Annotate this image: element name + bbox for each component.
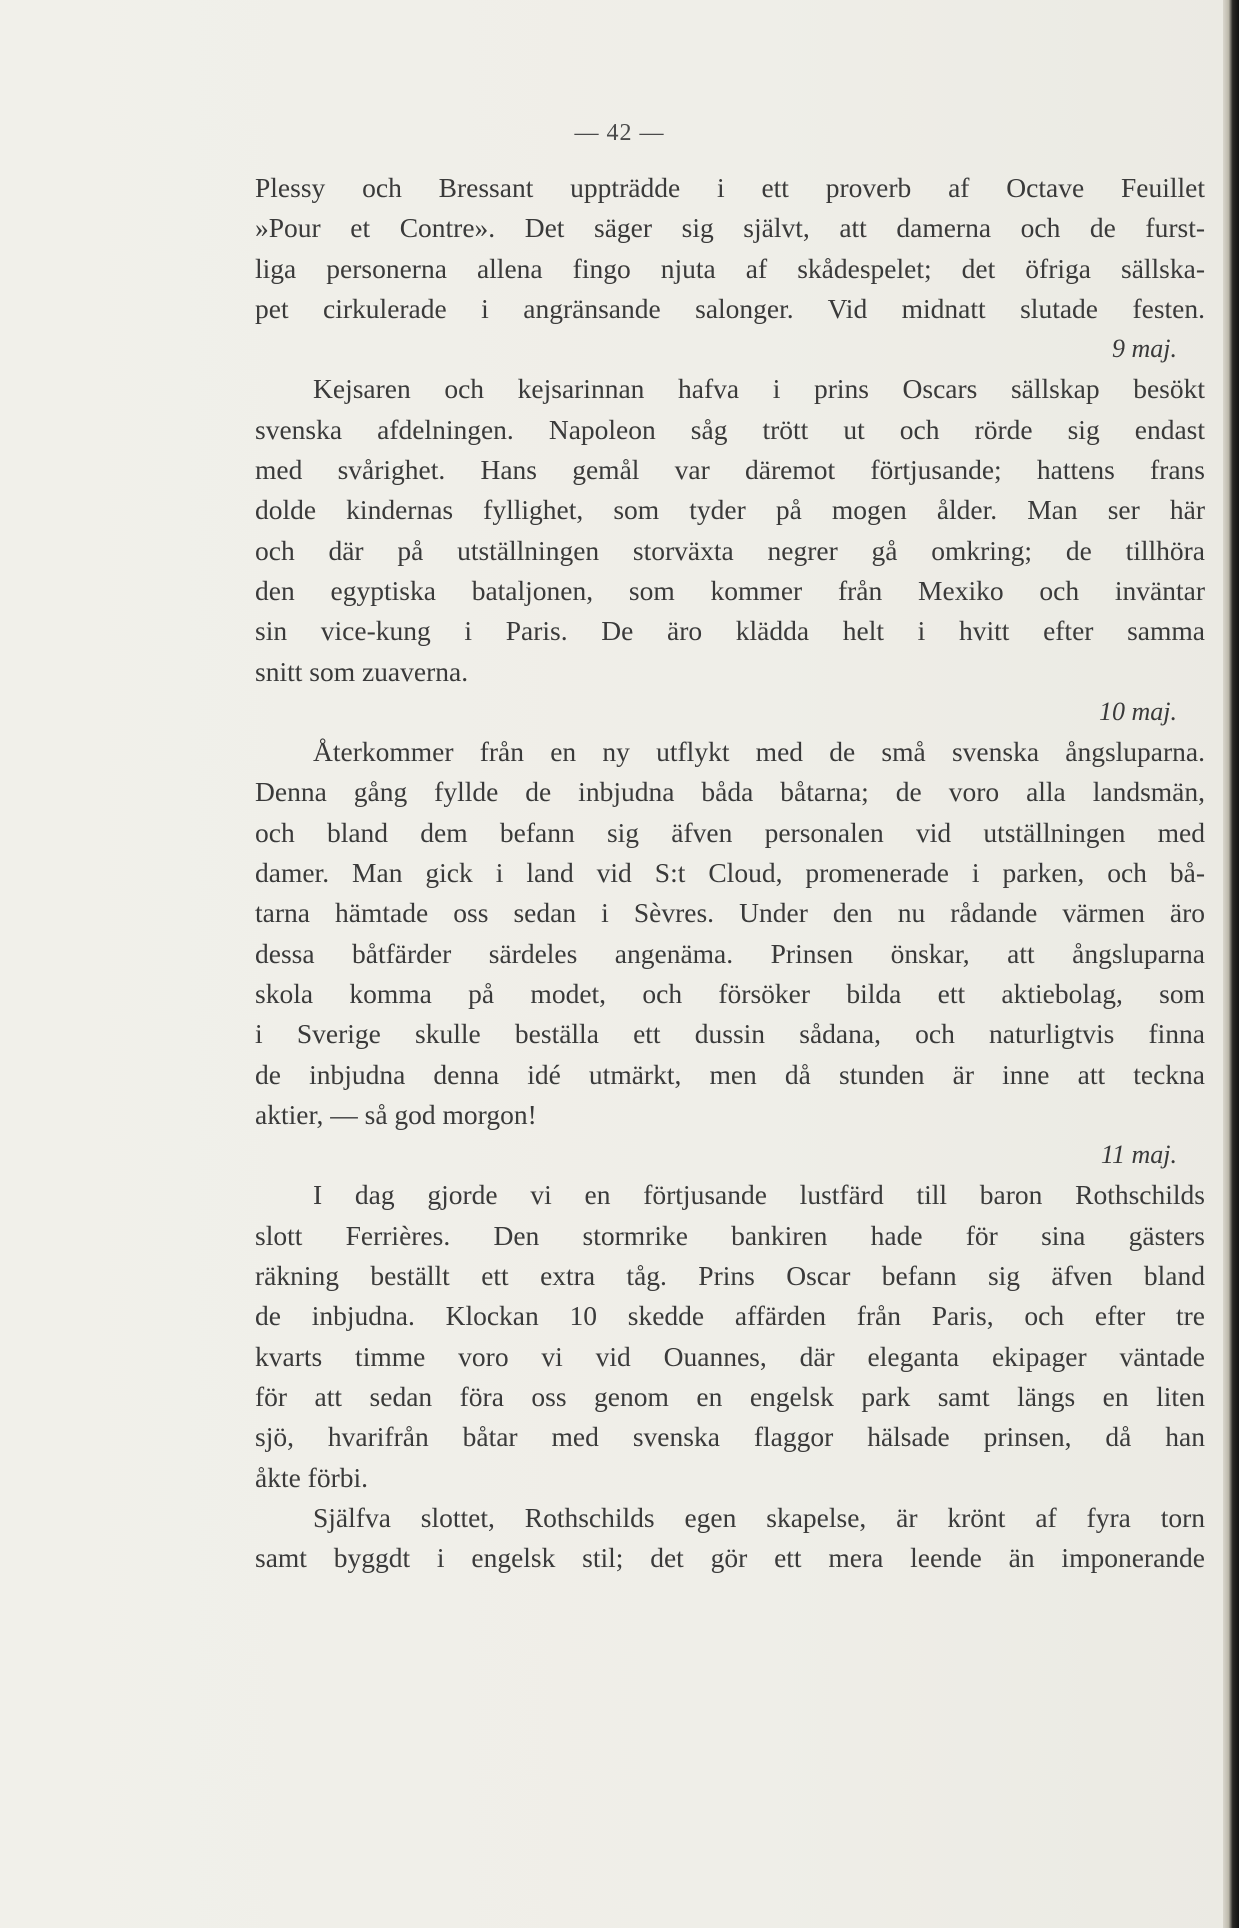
text-line: liga personerna allena fingo njuta af skådespelet; det öfriga sällska-: [255, 252, 1205, 284]
text-line: sjö, hvarifrån båtar med svenska flaggor hälsade prinsen, då han: [255, 1421, 1205, 1453]
diary-date-heading: 9 maj.: [1112, 334, 1177, 364]
text-line: Kejsaren och kejsarinnan hafva i prins Oscars sällskap besökt: [313, 373, 1205, 405]
text-line: åkte förbi.: [255, 1461, 369, 1493]
text-line: samt byggdt i engelsk stil; det gör ett mera leende än imponerande: [255, 1542, 1205, 1574]
text-line: svenska afdelningen. Napoleon såg trött ut och rörde sig endast: [255, 413, 1205, 445]
text-line: snitt som zuaverna.: [255, 655, 469, 687]
text-line: tarna hämtade oss sedan i Sèvres. Under den nu rådande värmen äro: [255, 897, 1205, 929]
text-line: Plessy och Bressant uppträdde i ett proverb af Octave Feuillet: [255, 172, 1205, 203]
text-line: kvarts timme voro vi vid Ouannes, där eleganta ekipager väntade: [255, 1340, 1205, 1372]
text-line: och där på utställningen storväxta negrer gå omkring; de tillhöra: [255, 534, 1205, 566]
page-number: — 42 —: [574, 120, 665, 146]
text-line: i Sverige skulle beställa ett dussin sådana, och naturligtvis finna: [255, 1018, 1205, 1050]
text-line: »Pour et Contre». Det säger sig självt, att damerna och de furst-: [255, 212, 1205, 244]
text-line: räkning beställt ett extra tåg. Prins Oscar befann sig äfven bland: [255, 1260, 1205, 1292]
text-line: Denna gång fyllde de inbjudna båda båtarna; de voro alla landsmän,: [255, 776, 1205, 808]
text-line: pet cirkulerade i angränsande salonger. Vid midnatt slutade festen.: [255, 292, 1205, 324]
text-line: Återkommer från en ny utflykt med de små svenska ångsluparna.: [313, 736, 1205, 768]
text-line: skola komma på modet, och försöker bilda ett aktiebolag, som: [255, 977, 1205, 1009]
text-line: de inbjudna denna idé utmärkt, men då stunden är inne att teckna: [255, 1058, 1205, 1090]
body-text: [255, 168, 1205, 1578]
text-line: dolde kindernas fyllighet, som tyder på mogen ålder. Man ser här: [255, 494, 1205, 526]
text-line: Själfva slottet, Rothschilds egen skapelse, är krönt af fyra torn: [313, 1501, 1205, 1533]
text-line: dessa båtfärder särdeles angenäma. Prinsen önskar, att ångsluparna: [255, 937, 1205, 969]
page-edge-shadow: [1223, 0, 1239, 1928]
text-line: damer. Man gick i land vid S:t Cloud, promenerade i parken, och bå-: [255, 857, 1205, 889]
diary-date-heading: 10 maj.: [1099, 696, 1177, 726]
text-line: aktier, — så god morgon!: [255, 1098, 537, 1130]
diary-date-heading: 11 maj.: [1100, 1140, 1177, 1170]
text-line: den egyptiska bataljonen, som kommer från Mexiko och inväntar: [255, 574, 1205, 606]
text-line: sin vice-kung i Paris. De äro klädda helt i hvitt efter samma: [255, 615, 1205, 647]
text-line: för att sedan föra oss genom en engelsk park samt längs en liten: [255, 1380, 1205, 1412]
text-line: slott Ferrières. Den stormrike bankiren hade för sina gästers: [255, 1219, 1205, 1251]
text-line: med svårighet. Hans gemål var däremot förtjusande; hattens frans: [255, 454, 1205, 486]
text-line: de inbjudna. Klockan 10 skedde affärden från Paris, och efter tre: [255, 1300, 1205, 1332]
text-line: och bland dem befann sig äfven personalen vid utställningen med: [255, 816, 1205, 848]
text-line: I dag gjorde vi en förtjusande lustfärd till baron Rothschilds: [313, 1179, 1205, 1211]
